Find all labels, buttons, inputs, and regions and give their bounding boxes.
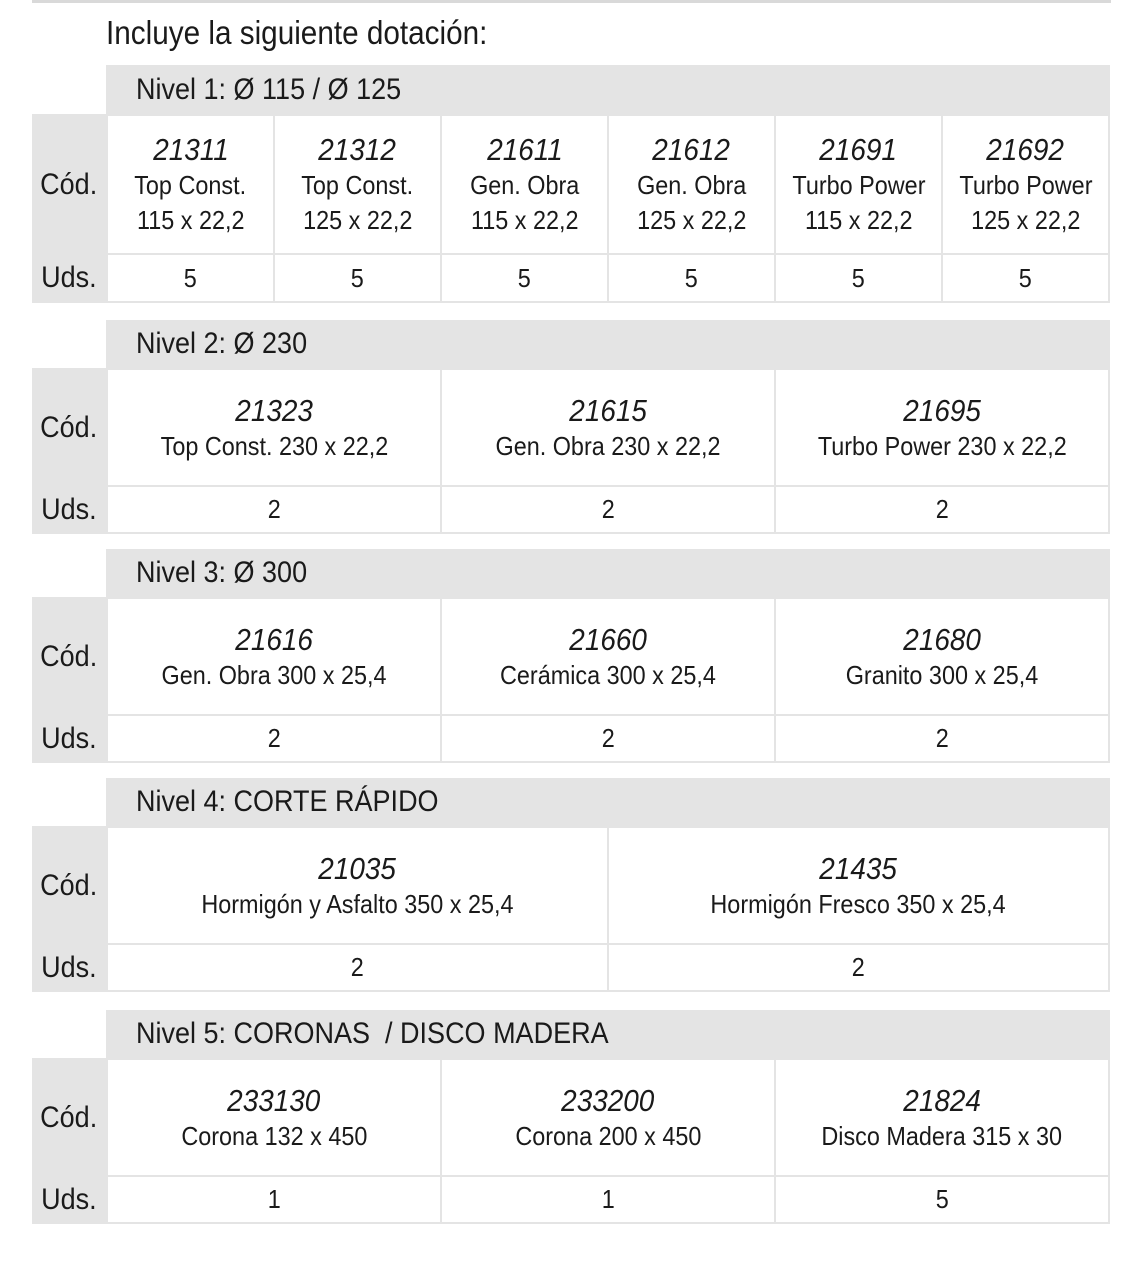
units-value: 5 — [517, 262, 532, 293]
product-desc: Corona 200 x 450 — [514, 1120, 702, 1151]
product-desc-line1: Gen. Obra — [469, 170, 580, 200]
units-cell — [108, 255, 273, 301]
product-desc: Cerámica 300 x 25,4 — [500, 659, 716, 690]
units-row-label: Uds. — [41, 721, 97, 755]
code-row — [32, 597, 1110, 716]
product-code: 21691 — [819, 132, 898, 167]
units-cell — [108, 716, 440, 761]
level-title: Nivel 1: Ø 115 / Ø 125 — [106, 65, 1110, 114]
units-cell — [943, 255, 1108, 301]
product-code: 21615 — [569, 392, 647, 428]
units-cell — [776, 716, 1108, 761]
level-5-table — [32, 1010, 1110, 1224]
units-cell — [442, 487, 774, 532]
units-cell — [609, 945, 1108, 990]
code-row — [32, 368, 1110, 487]
product-cell — [275, 116, 440, 253]
code-row-label: Cód. — [40, 639, 98, 673]
product-code: 21311 — [152, 132, 229, 167]
product-desc: Gen. Obra 230 x 22,2 — [495, 430, 721, 461]
product-cell — [442, 1060, 774, 1175]
product-cell — [609, 116, 774, 253]
product-cell — [108, 370, 440, 485]
product-desc-line1: Turbo Power — [958, 170, 1093, 200]
product-desc-line1: Top Const. — [134, 170, 247, 200]
product-desc: Hormigón Fresco 350 x 25,4 — [710, 888, 1007, 919]
product-code: 21312 — [318, 132, 397, 167]
units-value: 5 — [1018, 262, 1033, 293]
product-code: 21695 — [903, 392, 981, 428]
code-row-label: Cód. — [40, 410, 98, 444]
code-row-label: Cód. — [40, 167, 98, 201]
top-divider — [32, 0, 1111, 3]
product-desc-line2: 125 x 22,2 — [970, 205, 1081, 235]
product-desc: Turbo Power 230 x 22,2 — [817, 430, 1067, 461]
level-4-table — [32, 778, 1110, 992]
product-code: 21323 — [235, 392, 313, 428]
units-row-label: Uds. — [41, 950, 97, 984]
level-title: Nivel 2: Ø 230 — [106, 320, 1110, 368]
units-row — [32, 716, 1110, 763]
level-title: Nivel 5: CORONAS / DISCO MADERA — [106, 1010, 1110, 1058]
product-cell — [776, 1060, 1108, 1175]
units-value: 2 — [601, 723, 615, 753]
level-2-table — [32, 320, 1110, 534]
product-desc-line2: 115 x 22,2 — [136, 205, 245, 235]
code-row — [32, 114, 1110, 255]
level-3-table — [32, 549, 1110, 763]
product-cell — [108, 828, 607, 943]
code-row — [32, 826, 1110, 945]
units-cell — [442, 255, 607, 301]
product-cell — [776, 370, 1108, 485]
units-value: 2 — [851, 952, 866, 982]
product-desc-line2: 125 x 22,2 — [302, 205, 413, 235]
product-code: 233130 — [227, 1082, 321, 1118]
product-cell — [776, 599, 1108, 714]
units-value: 1 — [601, 1184, 615, 1214]
units-value: 2 — [935, 494, 949, 524]
product-desc-line1: Turbo Power — [791, 170, 926, 200]
product-code: 21035 — [318, 850, 397, 886]
code-row-label: Cód. — [40, 1100, 98, 1134]
product-code: 233200 — [561, 1082, 655, 1118]
units-cell — [776, 487, 1108, 532]
units-row — [32, 255, 1110, 303]
product-code: 21611 — [486, 132, 563, 167]
product-code: 21660 — [569, 621, 647, 657]
units-cell — [108, 945, 607, 990]
units-value: 5 — [935, 1184, 949, 1214]
units-row — [32, 1177, 1110, 1224]
units-value: 1 — [267, 1184, 281, 1214]
units-value: 2 — [267, 723, 281, 753]
product-cell — [108, 116, 273, 253]
product-desc-line2: 115 x 22,2 — [470, 205, 579, 235]
product-cell — [943, 116, 1108, 253]
product-cell — [442, 370, 774, 485]
product-cell — [442, 599, 774, 714]
units-cell — [776, 255, 941, 301]
units-value: 5 — [183, 262, 198, 293]
units-value: 2 — [935, 723, 949, 753]
product-cell — [108, 599, 440, 714]
product-cell — [442, 116, 607, 253]
units-value: 5 — [851, 262, 866, 293]
units-value: 5 — [684, 262, 699, 293]
units-cell — [108, 1177, 440, 1222]
product-desc: Top Const. 230 x 22,2 — [160, 430, 388, 461]
level-title: Nivel 3: Ø 300 — [106, 549, 1110, 597]
level-1-table — [32, 65, 1110, 303]
product-code: 21435 — [819, 850, 898, 886]
product-code: 21824 — [903, 1082, 981, 1118]
units-value: 2 — [350, 952, 365, 982]
product-desc: Corona 132 x 450 — [180, 1120, 368, 1151]
units-cell — [776, 1177, 1108, 1222]
units-cell — [442, 716, 774, 761]
product-desc-line2: 125 x 22,2 — [636, 205, 747, 235]
product-code: 21680 — [903, 621, 981, 657]
code-row — [32, 1058, 1110, 1177]
units-row — [32, 487, 1110, 534]
product-desc: Hormigón y Asfalto 350 x 25,4 — [201, 888, 514, 919]
units-value: 5 — [350, 262, 365, 293]
units-cell — [275, 255, 440, 301]
product-desc-line1: Gen. Obra — [636, 170, 747, 200]
product-desc: Disco Madera 315 x 30 — [821, 1120, 1063, 1151]
product-desc-line1: Top Const. — [301, 170, 414, 200]
units-value: 2 — [601, 494, 615, 524]
units-cell — [442, 1177, 774, 1222]
units-row-label: Uds. — [41, 1182, 97, 1216]
units-row-label: Uds. — [41, 261, 97, 294]
product-code: 21692 — [986, 132, 1065, 167]
product-cell — [108, 1060, 440, 1175]
product-code: 21616 — [235, 621, 313, 657]
units-row-label: Uds. — [41, 492, 97, 526]
level-title: Nivel 4: CORTE RÁPIDO — [106, 778, 1110, 826]
units-cell — [108, 487, 440, 532]
product-desc: Gen. Obra 300 x 25,4 — [161, 659, 387, 690]
product-desc: Granito 300 x 25,4 — [845, 659, 1039, 690]
product-desc-line2: 115 x 22,2 — [804, 205, 913, 235]
product-code: 21612 — [652, 132, 731, 167]
intro-heading: Incluye la siguiente dotación: — [106, 14, 488, 51]
units-row — [32, 945, 1110, 992]
units-cell — [609, 255, 774, 301]
product-cell — [776, 116, 941, 253]
code-row-label: Cód. — [40, 868, 98, 902]
units-value: 2 — [267, 494, 281, 524]
product-cell — [609, 828, 1108, 943]
